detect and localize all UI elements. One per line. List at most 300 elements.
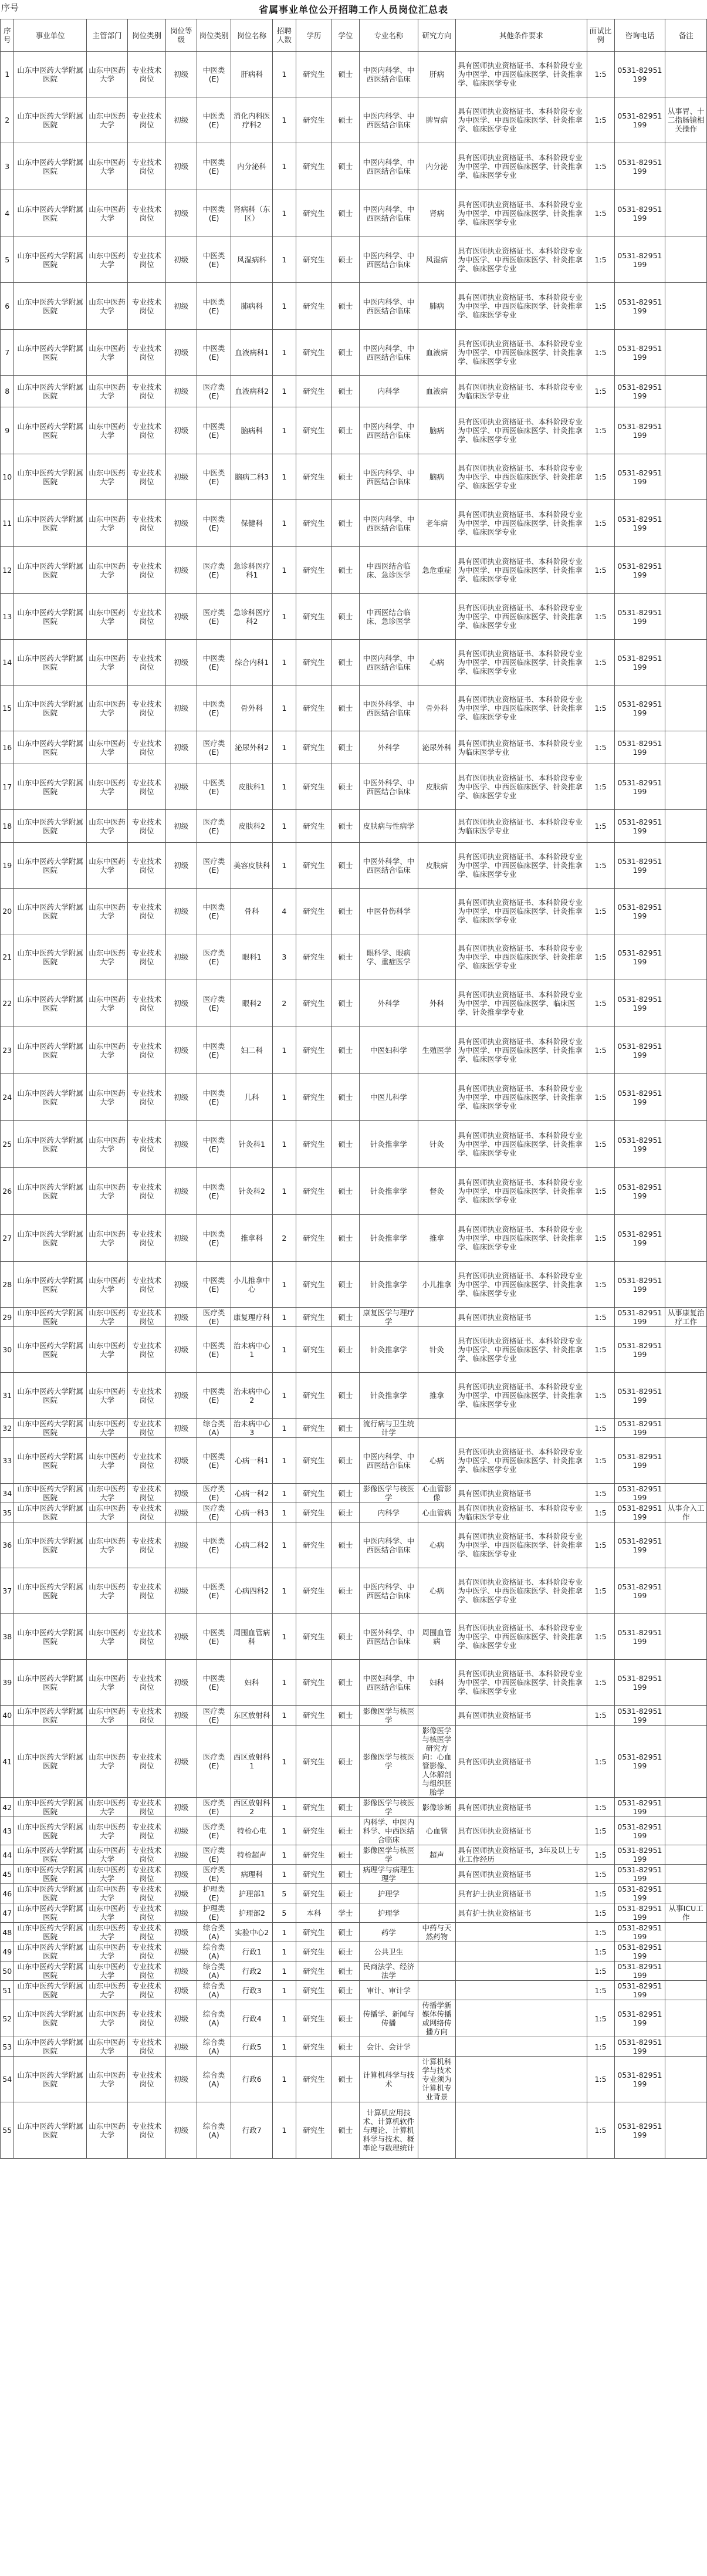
table-row <box>1 1923 707 1942</box>
cell-phone: 0531-82951199 <box>614 1614 665 1660</box>
cell-post-level: 初级 <box>165 1961 197 1981</box>
cell-remarks <box>665 843 707 889</box>
cell-seq: 54 <box>1 2057 14 2102</box>
cell-education: 研究生 <box>296 1706 331 1726</box>
cell-post-name: 骨外科 <box>231 686 272 731</box>
cell-degree: 硕士 <box>331 810 359 843</box>
cell-remarks <box>665 1660 707 1706</box>
cell-unit: 山东中医药大学附属医院 <box>14 1308 86 1327</box>
cell-dept: 山东中医药大学 <box>86 1981 127 2000</box>
cell-dept: 山东中医药大学 <box>86 500 127 547</box>
cell-education: 研究生 <box>296 1660 331 1706</box>
table-row <box>1 594 707 640</box>
cell-research: 皮肤病 <box>418 764 456 810</box>
cell-count: 1 <box>272 2057 296 2102</box>
cell-degree: 硕士 <box>331 1865 359 1884</box>
cell-seq: 5 <box>1 237 14 283</box>
cell-count: 2 <box>272 1215 296 1262</box>
cell-post-type: 中医类(E) <box>197 1215 231 1262</box>
cell-education: 研究生 <box>296 1522 331 1568</box>
cell-ratio: 1:5 <box>587 1419 614 1438</box>
cell-research <box>418 810 456 843</box>
cell-count: 1 <box>272 1726 296 1798</box>
cell-post-name: 周围血管病科 <box>231 1614 272 1660</box>
cell-post-name: 皮肤科2 <box>231 810 272 843</box>
cell-phone: 0531-82951199 <box>614 283 665 330</box>
cell-research: 肝病 <box>418 52 456 97</box>
cell-post-type: 中医类(E) <box>197 1522 231 1568</box>
cell-degree: 硕士 <box>331 934 359 980</box>
cell-education: 研究生 <box>296 1168 331 1215</box>
cell-post-type: 医疗类(E) <box>197 1726 231 1798</box>
cell-post-class: 专业技术岗位 <box>128 2102 166 2159</box>
cell-dept: 山东中医药大学 <box>86 1074 127 1121</box>
cell-dept: 山东中医药大学 <box>86 1961 127 1981</box>
cell-research: 风湿病 <box>418 237 456 283</box>
cell-unit: 山东中医药大学附属医院 <box>14 686 86 731</box>
cell-major: 中西医结合临床、急诊医学 <box>359 547 418 594</box>
cell-ratio: 1:5 <box>587 1484 614 1503</box>
cell-unit: 山东中医药大学附属医院 <box>14 1981 86 2000</box>
cell-post-name: 综合内科1 <box>231 640 272 686</box>
header-seq: 序号 <box>1 19 14 52</box>
cell-post-class: 专业技术岗位 <box>128 1419 166 1438</box>
cell-seq: 22 <box>1 980 14 1027</box>
cell-post-level: 初级 <box>165 1981 197 2000</box>
cell-major: 中医内科学、中西医结合临床 <box>359 237 418 283</box>
cell-post-name: 心病一科3 <box>231 1503 272 1522</box>
cell-education: 研究生 <box>296 1942 331 1961</box>
cell-education: 研究生 <box>296 1817 331 1845</box>
cell-research <box>418 1961 456 1981</box>
cell-ratio: 1:5 <box>587 1373 614 1419</box>
cell-phone: 0531-82951199 <box>614 2102 665 2159</box>
cell-research: 外科 <box>418 980 456 1027</box>
cell-degree: 硕士 <box>331 1568 359 1614</box>
cell-count: 1 <box>272 1817 296 1845</box>
cell-requirements <box>456 1981 587 2000</box>
cell-degree: 硕士 <box>331 2057 359 2102</box>
cell-dept: 山东中医药大学 <box>86 1438 127 1484</box>
cell-major: 计算机应用技术、计算机软件与理论、计算机科学与技术、概率论与数理统计 <box>359 2102 418 2159</box>
cell-phone: 0531-82951199 <box>614 1121 665 1168</box>
cell-unit: 山东中医药大学附属医院 <box>14 1121 86 1168</box>
cell-post-level: 初级 <box>165 810 197 843</box>
cell-education: 研究生 <box>296 934 331 980</box>
cell-post-type: 中医类(E) <box>197 330 231 376</box>
cell-dept: 山东中医药大学 <box>86 1614 127 1660</box>
cell-seq: 17 <box>1 764 14 810</box>
cell-post-class: 专业技术岗位 <box>128 547 166 594</box>
cell-ratio: 1:5 <box>587 594 614 640</box>
cell-phone: 0531-82951199 <box>614 980 665 1027</box>
cell-requirements: 具有医师执业资格证书、本科阶段专业为中医学、中西医临床医学、针灸推拿学、临床医学专业 <box>456 1215 587 1262</box>
cell-dept: 山东中医药大学 <box>86 143 127 190</box>
page-title: 省属事业单位公开招聘工作人员岗位汇总表 <box>258 4 448 15</box>
cell-post-level: 初级 <box>165 1726 197 1798</box>
cell-requirements: 具有医师执业资格证书 <box>456 1798 587 1817</box>
cell-post-level: 初级 <box>165 1121 197 1168</box>
cell-post-class: 专业技术岗位 <box>128 731 166 764</box>
cell-unit: 山东中医药大学附属医院 <box>14 1884 86 1903</box>
cell-post-level: 初级 <box>165 594 197 640</box>
cell-post-level: 初级 <box>165 237 197 283</box>
corner-label: 序号 <box>1 2 19 13</box>
cell-unit: 山东中医药大学附属医院 <box>14 1845 86 1865</box>
cell-post-level: 初级 <box>165 1522 197 1568</box>
cell-post-level: 初级 <box>165 731 197 764</box>
cell-research: 妇科 <box>418 1660 456 1706</box>
table-row <box>1 1121 707 1168</box>
cell-education: 研究生 <box>296 1438 331 1484</box>
cell-degree: 硕士 <box>331 1168 359 1215</box>
cell-major: 中医内科学、中西医结合临床 <box>359 1438 418 1484</box>
cell-seq: 48 <box>1 1923 14 1942</box>
cell-major: 审计、审计学 <box>359 1981 418 2000</box>
cell-post-name: 病理科 <box>231 1865 272 1884</box>
cell-unit: 山东中医药大学附属医院 <box>14 843 86 889</box>
cell-post-class: 专业技术岗位 <box>128 686 166 731</box>
cell-count: 5 <box>272 1903 296 1923</box>
cell-unit: 山东中医药大学附属医院 <box>14 407 86 454</box>
cell-count: 1 <box>272 1568 296 1614</box>
cell-research: 传播学新媒体传播或网络传播方向 <box>418 2000 456 2037</box>
cell-count: 1 <box>272 1981 296 2000</box>
cell-post-level: 初级 <box>165 52 197 97</box>
table-row <box>1 1798 707 1817</box>
cell-remarks <box>665 237 707 283</box>
cell-phone: 0531-82951199 <box>614 1903 665 1923</box>
table-row <box>1 283 707 330</box>
cell-post-type: 医疗类(E) <box>197 934 231 980</box>
cell-post-class: 专业技术岗位 <box>128 1903 166 1923</box>
cell-degree: 硕士 <box>331 454 359 500</box>
cell-seq: 29 <box>1 1308 14 1327</box>
cell-ratio: 1:5 <box>587 547 614 594</box>
table-row <box>1 143 707 190</box>
cell-phone: 0531-82951199 <box>614 1503 665 1522</box>
cell-count: 1 <box>272 237 296 283</box>
cell-research <box>418 934 456 980</box>
cell-post-type: 医疗类(E) <box>197 1817 231 1845</box>
cell-post-type: 医疗类(E) <box>197 1484 231 1503</box>
table-row <box>1 1522 707 1568</box>
cell-unit: 山东中医药大学附属医院 <box>14 454 86 500</box>
cell-seq: 26 <box>1 1168 14 1215</box>
cell-education: 研究生 <box>296 1074 331 1121</box>
cell-post-name: 消化内科医疗科2 <box>231 97 272 143</box>
cell-research <box>418 889 456 934</box>
cell-unit: 山东中医药大学附属医院 <box>14 1903 86 1923</box>
cell-remarks <box>665 500 707 547</box>
cell-phone: 0531-82951199 <box>614 190 665 237</box>
cell-post-level: 初级 <box>165 1660 197 1706</box>
cell-research: 血液病 <box>418 376 456 407</box>
cell-count: 4 <box>272 889 296 934</box>
cell-requirements: 具有医师执业资格证书、本科阶段专业为中医学、中西医临床医学、针灸推拿学、临床医学专业 <box>456 1522 587 1568</box>
cell-phone: 0531-82951199 <box>614 1845 665 1865</box>
cell-post-name: 泌尿外科2 <box>231 731 272 764</box>
table-row <box>1 1726 707 1798</box>
cell-post-class: 专业技术岗位 <box>128 237 166 283</box>
cell-post-type: 综合类(A) <box>197 2000 231 2037</box>
cell-unit: 山东中医药大学附属医院 <box>14 1262 86 1308</box>
cell-remarks <box>665 1923 707 1942</box>
cell-requirements: 具有医师执业资格证书 <box>456 1484 587 1503</box>
cell-post-level: 初级 <box>165 1262 197 1308</box>
cell-dept: 山东中医药大学 <box>86 980 127 1027</box>
cell-dept: 山东中医药大学 <box>86 1817 127 1845</box>
cell-post-class: 专业技术岗位 <box>128 1942 166 1961</box>
cell-remarks <box>665 407 707 454</box>
cell-education: 研究生 <box>296 1308 331 1327</box>
cell-post-class: 专业技术岗位 <box>128 1981 166 2000</box>
cell-dept: 山东中医药大学 <box>86 1373 127 1419</box>
cell-remarks <box>665 2000 707 2037</box>
cell-remarks <box>665 1419 707 1438</box>
cell-education: 研究生 <box>296 1923 331 1942</box>
header-education: 学历 <box>296 19 331 52</box>
cell-seq: 33 <box>1 1438 14 1484</box>
cell-remarks: 从事康复治疗工作 <box>665 1308 707 1327</box>
cell-unit: 山东中医药大学附属医院 <box>14 330 86 376</box>
cell-requirements: 具有医师执业资格证书、本科阶段专业为中医学、中西医临床医学、针灸推拿学、临床医学专业 <box>456 1568 587 1614</box>
cell-remarks <box>665 594 707 640</box>
cell-major: 中医内科学、中西医结合临床 <box>359 407 418 454</box>
cell-requirements: 具有医师执业资格证书、本科阶段专业为中医学、中西医临床医学、针灸推拿学、临床医学专业 <box>456 1262 587 1308</box>
cell-ratio: 1:5 <box>587 1726 614 1798</box>
cell-unit: 山东中医药大学附属医院 <box>14 810 86 843</box>
cell-unit: 山东中医药大学附属医院 <box>14 2000 86 2037</box>
cell-post-level: 初级 <box>165 1215 197 1262</box>
table-row <box>1 1074 707 1121</box>
cell-remarks: 从事介入工作 <box>665 1503 707 1522</box>
cell-post-class: 专业技术岗位 <box>128 1522 166 1568</box>
table-row <box>1 810 707 843</box>
cell-remarks <box>665 1168 707 1215</box>
cell-post-name: 行政3 <box>231 1981 272 2000</box>
cell-dept: 山东中医药大学 <box>86 407 127 454</box>
cell-education: 研究生 <box>296 330 331 376</box>
cell-count: 1 <box>272 1121 296 1168</box>
cell-ratio: 1:5 <box>587 1027 614 1074</box>
cell-unit: 山东中医药大学附属医院 <box>14 1027 86 1074</box>
cell-seq: 19 <box>1 843 14 889</box>
cell-post-class: 专业技术岗位 <box>128 980 166 1027</box>
cell-count: 1 <box>272 1419 296 1438</box>
cell-education: 研究生 <box>296 1327 331 1373</box>
cell-degree: 硕士 <box>331 731 359 764</box>
cell-ratio: 1:5 <box>587 2000 614 2037</box>
cell-ratio: 1:5 <box>587 640 614 686</box>
cell-seq: 44 <box>1 1845 14 1865</box>
cell-major: 公共卫生 <box>359 1942 418 1961</box>
table-row <box>1 376 707 407</box>
cell-dept: 山东中医药大学 <box>86 376 127 407</box>
cell-ratio: 1:5 <box>587 1568 614 1614</box>
cell-phone: 0531-82951199 <box>614 237 665 283</box>
table-row <box>1 2037 707 2057</box>
cell-phone: 0531-82951199 <box>614 1817 665 1845</box>
cell-requirements <box>456 1923 587 1942</box>
cell-unit: 山东中医药大学附属医院 <box>14 97 86 143</box>
cell-phone: 0531-82951199 <box>614 52 665 97</box>
cell-post-name: 特检心电 <box>231 1817 272 1845</box>
cell-post-type: 中医类(E) <box>197 640 231 686</box>
cell-requirements: 具有医师执业资格证书、本科阶段专业为中医学、中西医临床医学、针灸推拿学、临床医学专业 <box>456 1168 587 1215</box>
cell-ratio: 1:5 <box>587 407 614 454</box>
cell-remarks <box>665 52 707 97</box>
cell-degree: 硕士 <box>331 1327 359 1373</box>
cell-ratio: 1:5 <box>587 980 614 1027</box>
table-row <box>1 547 707 594</box>
cell-seq: 11 <box>1 500 14 547</box>
cell-research: 脾胃病 <box>418 97 456 143</box>
cell-dept: 山东中医药大学 <box>86 2102 127 2159</box>
cell-phone: 0531-82951199 <box>614 547 665 594</box>
cell-major: 中医内科学、中西医结合临床 <box>359 190 418 237</box>
table-row <box>1 1865 707 1884</box>
table-row <box>1 500 707 547</box>
cell-phone: 0531-82951199 <box>614 1168 665 1215</box>
cell-post-name: 肾病科（东区） <box>231 190 272 237</box>
cell-post-level: 初级 <box>165 1074 197 1121</box>
cell-post-name: 治未病中心3 <box>231 1419 272 1438</box>
cell-ratio: 1:5 <box>587 731 614 764</box>
cell-ratio: 1:5 <box>587 1503 614 1522</box>
cell-education: 研究生 <box>296 1373 331 1419</box>
cell-major: 外科学 <box>359 731 418 764</box>
cell-post-level: 初级 <box>165 283 197 330</box>
cell-count: 1 <box>272 52 296 97</box>
cell-post-type: 中医类(E) <box>197 1168 231 1215</box>
cell-post-name: 儿科 <box>231 1074 272 1121</box>
cell-post-name: 治未病中心1 <box>231 1327 272 1373</box>
cell-post-type: 医疗类(E) <box>197 376 231 407</box>
cell-dept: 山东中医药大学 <box>86 594 127 640</box>
cell-degree: 硕士 <box>331 1308 359 1327</box>
cell-degree: 硕士 <box>331 1706 359 1726</box>
cell-requirements: 具有医师执业资格证书、本科阶段专业为中医学、中西医临床医学、针灸推拿学、临床医学专业 <box>456 1614 587 1660</box>
cell-research <box>418 1903 456 1923</box>
cell-remarks <box>665 2037 707 2057</box>
cell-post-type: 医疗类(E) <box>197 843 231 889</box>
table-row <box>1 1419 707 1438</box>
cell-degree: 硕士 <box>331 2102 359 2159</box>
cell-count: 1 <box>272 843 296 889</box>
cell-requirements: 具有医师执业资格证书 <box>456 1817 587 1845</box>
header-degree: 学位 <box>331 19 359 52</box>
header-requirements: 其他条件要求 <box>456 19 587 52</box>
cell-post-type: 护理类(E) <box>197 1903 231 1923</box>
cell-ratio: 1:5 <box>587 1706 614 1726</box>
cell-post-class: 专业技术岗位 <box>128 1074 166 1121</box>
cell-education: 研究生 <box>296 1884 331 1903</box>
cell-ratio: 1:5 <box>587 2037 614 2057</box>
table-row <box>1 2057 707 2102</box>
cell-post-class: 专业技术岗位 <box>128 1923 166 1942</box>
table-row <box>1 1484 707 1503</box>
header-post-type: 岗位类别 <box>197 19 231 52</box>
cell-education: 研究生 <box>296 547 331 594</box>
cell-requirements: 具有医师执业资格证书、本科阶段专业为中医学、中西医临床医学、针灸推拿学、临床医学专业 <box>456 1027 587 1074</box>
cell-degree: 硕士 <box>331 1027 359 1074</box>
table-row <box>1 97 707 143</box>
cell-ratio: 1:5 <box>587 843 614 889</box>
cell-dept: 山东中医药大学 <box>86 52 127 97</box>
cell-research: 推拿 <box>418 1373 456 1419</box>
cell-post-name: 急诊科医疗科2 <box>231 594 272 640</box>
cell-post-name: 脑病二科3 <box>231 454 272 500</box>
cell-major: 病理学与病理生理学 <box>359 1865 418 1884</box>
cell-seq: 24 <box>1 1074 14 1121</box>
cell-requirements: 具有医师执业资格证书 <box>456 1865 587 1884</box>
cell-post-class: 专业技术岗位 <box>128 190 166 237</box>
cell-seq: 10 <box>1 454 14 500</box>
cell-ratio: 1:5 <box>587 190 614 237</box>
cell-post-type: 护理类(E) <box>197 1884 231 1903</box>
cell-post-type: 综合类(A) <box>197 1981 231 2000</box>
cell-phone: 0531-82951199 <box>614 1419 665 1438</box>
cell-remarks <box>665 190 707 237</box>
cell-unit: 山东中医药大学附属医院 <box>14 1961 86 1981</box>
cell-unit: 山东中医药大学附属医院 <box>14 1923 86 1942</box>
cell-seq: 49 <box>1 1942 14 1961</box>
cell-dept: 山东中医药大学 <box>86 810 127 843</box>
cell-post-name: 保健科 <box>231 500 272 547</box>
cell-post-level: 初级 <box>165 1942 197 1961</box>
cell-ratio: 1:5 <box>587 1845 614 1865</box>
cell-degree: 硕士 <box>331 843 359 889</box>
cell-count: 1 <box>272 1942 296 1961</box>
cell-count: 1 <box>272 454 296 500</box>
cell-research <box>418 2102 456 2159</box>
cell-unit: 山东中医药大学附属医院 <box>14 731 86 764</box>
cell-major: 中医外科学、中西医结合临床 <box>359 1614 418 1660</box>
cell-count: 1 <box>272 1845 296 1865</box>
cell-degree: 硕士 <box>331 52 359 97</box>
cell-dept: 山东中医药大学 <box>86 1923 127 1942</box>
cell-post-level: 初级 <box>165 500 197 547</box>
cell-ratio: 1:5 <box>587 1438 614 1484</box>
cell-remarks <box>665 889 707 934</box>
cell-post-type: 中医类(E) <box>197 889 231 934</box>
cell-research: 内分泌 <box>418 143 456 190</box>
cell-major: 影像医学与核医学 <box>359 1484 418 1503</box>
cell-requirements <box>456 1419 587 1438</box>
cell-unit: 山东中医药大学附属医院 <box>14 1419 86 1438</box>
cell-education: 研究生 <box>296 731 331 764</box>
cell-ratio: 1:5 <box>587 1817 614 1845</box>
table-row <box>1 1961 707 1981</box>
cell-seq: 20 <box>1 889 14 934</box>
cell-post-level: 初级 <box>165 1419 197 1438</box>
cell-degree: 硕士 <box>331 500 359 547</box>
cell-ratio: 1:5 <box>587 1522 614 1568</box>
table-row <box>1 1942 707 1961</box>
cell-unit: 山东中医药大学附属医院 <box>14 2102 86 2159</box>
cell-requirements: 具有医师执业资格证书、本科阶段专业为中医学、中西医临床医学、针灸推拿学、临床医学专业 <box>456 843 587 889</box>
cell-requirements: 具有医师执业资格证书、本科阶段专业为中医学、中西医临床医学、针灸推拿学、临床医学专业 <box>456 889 587 934</box>
cell-major: 会计、会计学 <box>359 2037 418 2057</box>
cell-unit: 山东中医药大学附属医院 <box>14 283 86 330</box>
cell-major: 中医外科学、中西医结合临床 <box>359 764 418 810</box>
cell-phone: 0531-82951199 <box>614 594 665 640</box>
cell-ratio: 1:5 <box>587 764 614 810</box>
cell-research: 骨外科 <box>418 686 456 731</box>
cell-post-name: 行政4 <box>231 2000 272 2037</box>
table-row <box>1 330 707 376</box>
